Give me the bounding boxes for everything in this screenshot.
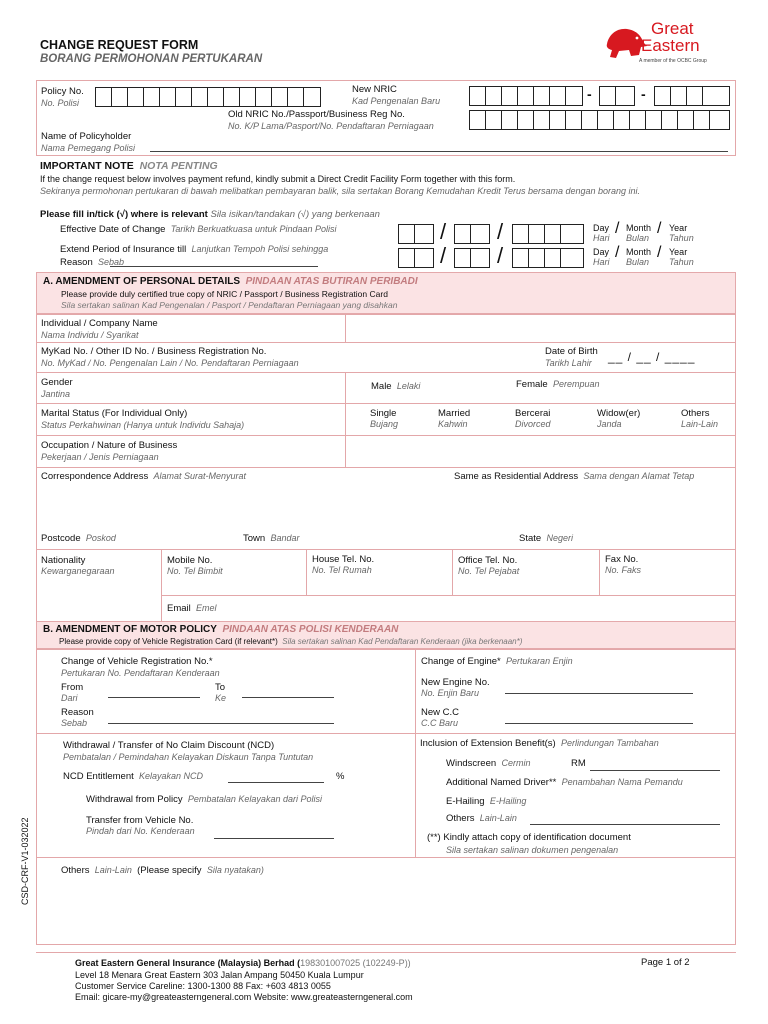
occupation-label-ms: Pekerjaan / Jenis Perniagaan (41, 452, 159, 462)
mykad-label: MyKad No. / Other ID No. / Business Registration No. (41, 346, 267, 357)
extend-year-input[interactable] (512, 248, 584, 268)
town-label: Town Bandar (243, 533, 300, 544)
from-input[interactable] (108, 697, 200, 698)
year-legend-2: Year Tahun (669, 247, 694, 267)
office-tel-label: Office Tel. No. No. Tel Pejabat (458, 555, 520, 576)
reason-label: Reason Sebab (60, 257, 125, 268)
important-note-text-ms: Sekiranya permohonan pertukaran di bawah melibatkan pembayaran balik, sila sertakan Borang Kemudahan Kredit Terus bersama dengan borang ini. (40, 186, 641, 196)
new-engine-input[interactable] (505, 693, 693, 694)
extend-month-input[interactable] (454, 248, 490, 268)
holder-name-label: Name of Policyholder (41, 131, 132, 142)
gender-female-option[interactable]: Female Perempuan (516, 379, 600, 390)
important-note-title: IMPORTANT NOTE NOTA PENTING (40, 160, 218, 172)
date-slash: / (497, 243, 504, 268)
effective-month-input[interactable] (454, 224, 490, 244)
legend-slash: / (615, 220, 620, 237)
ncd-entitlement-label: NCD Entitlement Kelayakan NCD (63, 771, 204, 782)
date-slash: / (440, 243, 447, 268)
individual-name-label: Individual / Company Name (41, 318, 158, 329)
mykad-label-ms: No. MyKad / No. Pengenalan Lain / No. Pendaftaran Perniagaan (41, 358, 299, 368)
new-nric-label: New NRIC (352, 84, 397, 95)
state-label: State Negeri (519, 533, 573, 544)
dob-input[interactable]: __ / __ / ____ (608, 350, 696, 364)
section-a-header: A. AMENDMENT OF PERSONAL DETAILS PINDAAN ATAS BUTIRAN PERIBADI Please provide duly certified true copy of NRIC / Passport / Business Registration Card Sila sertakan salinan Kad Pengenalan / Pasport / Pendaftaran Perniagaan yang disahkan (36, 272, 736, 314)
extension-label: Inclusion of Extension Benefit(s) Perlindungan Tambahan (420, 738, 659, 749)
day-legend-1: Day Hari (593, 223, 610, 243)
holder-name-label-ms: Nama Pemegang Polisi (41, 143, 136, 153)
new-nric-input-part3[interactable] (654, 86, 730, 106)
to-input[interactable] (242, 697, 334, 698)
great-eastern-logo (603, 20, 733, 70)
marital-label: Marital Status (For Individual Only) (41, 408, 188, 419)
new-nric-input-part2[interactable] (599, 86, 635, 106)
reason-input[interactable] (110, 266, 318, 267)
mobile-label: Mobile No. No. Tel Bimbit (167, 555, 223, 576)
same-address-option[interactable]: Same as Residential Address Sama dengan Alamat Tetap (454, 471, 695, 482)
month-legend-2: Month Bulan (626, 247, 652, 267)
new-cc-input[interactable] (505, 723, 693, 724)
new-cc-label: New C.C C.C Baru (421, 707, 460, 728)
percent-sign: % (336, 771, 345, 782)
windscreen-amount-input[interactable] (590, 770, 720, 771)
vehicle-reg-label-ms: Pertukaran No. Pendaftaran Kenderaan (61, 668, 220, 678)
nationality-label: Nationality Kewarganegaraan (41, 555, 115, 576)
effective-day-input[interactable] (398, 224, 434, 244)
policy-no-label-ms: No. Polisi (41, 98, 80, 108)
gender-male-option[interactable]: Male Lelaki (371, 381, 421, 392)
fax-label: Fax No. No. Faks (605, 554, 642, 575)
vehicle-reason-label: Reason Sebab (61, 707, 94, 728)
footer-contact: Email: gicare-my@greateasterngeneral.com Website: www.greateasterngeneral.com (75, 992, 413, 1002)
old-nric-label: Old NRIC No./Passport/Business Reg No. (228, 109, 405, 120)
to-label: To Ke (215, 682, 227, 703)
attach-note-ms: Sila sertakan salinan dokumen pengenalan (446, 845, 619, 855)
named-driver-option[interactable]: Additional Named Driver** Penambahan Nama Pemandu (446, 777, 683, 788)
footer-careline: Customer Service Careline: 1300-1300 88 Fax: +603 4813 0055 (75, 981, 331, 991)
corr-address-label: Correspondence Address Alamat Surat-Menyurat (41, 471, 247, 482)
policy-no-input[interactable] (95, 87, 321, 107)
date-slash: / (440, 219, 447, 244)
logo-text-eastern: Eastern (641, 36, 700, 55)
transfer-vehicle-label: Transfer from Vehicle No. Pindah dari No. Kenderaan (86, 815, 195, 836)
effective-date-label: Effective Date of Change Tarikh Berkuatkuasa untuk Pindaan Polisi (60, 224, 337, 235)
dob-label-ms: Tarikh Lahir (545, 358, 592, 368)
rm-label: RM (571, 758, 586, 769)
transfer-vehicle-input[interactable] (214, 838, 334, 839)
form-subtitle: BORANG PERMOHONAN PERTUKARAN (40, 53, 263, 65)
marital-others-option[interactable]: Others Lain-Lain (681, 408, 719, 429)
marital-single-option[interactable]: Single Bujang (370, 408, 399, 429)
nric-dash: - (587, 86, 592, 102)
gender-label-ms: Jantina (41, 389, 71, 399)
individual-name-label-ms: Nama Individu / Syarikat (41, 330, 139, 340)
form-title: CHANGE REQUEST FORM (40, 38, 199, 52)
vehicle-reg-label: Change of Vehicle Registration No.* (61, 656, 213, 667)
policy-no-label: Policy No. (41, 86, 84, 97)
effective-year-input[interactable] (512, 224, 584, 244)
year-legend-1: Year Tahun (669, 223, 694, 243)
marital-widow-option[interactable]: Widow(er) Janda (597, 408, 641, 429)
gender-label: Gender (41, 377, 73, 388)
ncd-label-ms: Pembatalan / Pemindahan Kelayakan Diskaun Tanpa Tuntutan (63, 752, 314, 762)
new-nric-input-part1[interactable] (469, 86, 583, 106)
extend-period-label: Extend Period of Insurance till Lanjutkan Tempoh Polisi sehingga (60, 244, 329, 255)
engine-label: Change of Engine* Pertukaran Enjin (421, 656, 573, 667)
footer-company: Great Eastern General Insurance (Malaysia) Berhad (198301007025 (102249-P)) (75, 958, 411, 968)
holder-name-input[interactable] (150, 151, 728, 152)
windscreen-option[interactable]: Windscreen Cermin (446, 758, 531, 769)
nric-dash: - (641, 86, 646, 102)
month-legend-1: Month Bulan (626, 223, 652, 243)
ehailing-option[interactable]: E-Hailing E-Hailing (446, 796, 527, 807)
ext-others-input[interactable] (530, 824, 720, 825)
important-note-text: If the change request below involves payment refund, kindly submit a Direct Credit Facility Form together with this form. (40, 174, 516, 184)
dob-label: Date of Birth (545, 346, 598, 357)
day-legend-2: Day Hari (593, 247, 610, 267)
attach-note: (**) Kindly attach copy of identification document (427, 832, 631, 843)
legend-slash: / (657, 220, 662, 237)
occupation-label: Occupation / Nature of Business (41, 440, 178, 451)
withdraw-policy-label: Withdrawal from Policy Pembatalan Kelayakan dari Polisi (86, 794, 322, 805)
others-specify-label: Others Lain-Lain (Please specify Sila nyatakan) (61, 865, 264, 876)
extend-day-input[interactable] (398, 248, 434, 268)
old-nric-input[interactable] (469, 110, 730, 130)
new-nric-label-ms: Kad Pengenalan Baru (352, 96, 441, 106)
old-nric-label-ms: No. K/P Lama/Pasport/No. Pendaftaran Perniagaan (228, 121, 434, 131)
ncd-label: Withdrawal / Transfer of No Claim Discount (NCD) (63, 740, 275, 751)
section-b-header: B. AMENDMENT OF MOTOR POLICY PINDAAN ATAS POLISI KENDERAAN Please provide copy of Vehicle Registration Card (if relevant*) Sila sertakan salinan Kad Pendaftaran Kenderaan (jika berkenaan*) (36, 621, 736, 649)
new-engine-label: New Engine No. No. Enjin Baru (421, 677, 490, 698)
vehicle-reason-input[interactable] (108, 723, 334, 724)
legend-slash: / (615, 244, 620, 261)
logo-text-great: Great (651, 19, 694, 38)
footer-address: Level 18 Menara Great Eastern 303 Jalan Ampang 50450 Kuala Lumpur (75, 970, 364, 980)
email-label: Email Emel (167, 603, 217, 614)
logo-tagline: A member of the OCBC Group (639, 58, 707, 64)
ext-others-option[interactable]: Others Lain-Lain (446, 813, 517, 824)
date-slash: / (497, 219, 504, 244)
marital-divorced-option[interactable]: Bercerai Divorced (515, 408, 551, 429)
fill-instruction: Please fill in/tick (√) where is relevant Sila isikan/tandakan (√) yang berkenaan (40, 209, 380, 220)
ncd-entitlement-input[interactable] (228, 782, 324, 783)
from-label: From Dari (61, 682, 84, 703)
marital-label-ms: Status Perkahwinan (Hanya untuk Individu Sahaja) (41, 420, 245, 430)
document-code: CSD-CRF-V1-032022 (20, 817, 30, 905)
house-tel-label: House Tel. No. No. Tel Rumah (312, 554, 375, 575)
legend-slash: / (657, 244, 662, 261)
page-number: Page 1 of 2 (641, 957, 690, 968)
postcode-label: Postcode Poskod (41, 533, 116, 544)
marital-married-option[interactable]: Married Kahwin (438, 408, 471, 429)
